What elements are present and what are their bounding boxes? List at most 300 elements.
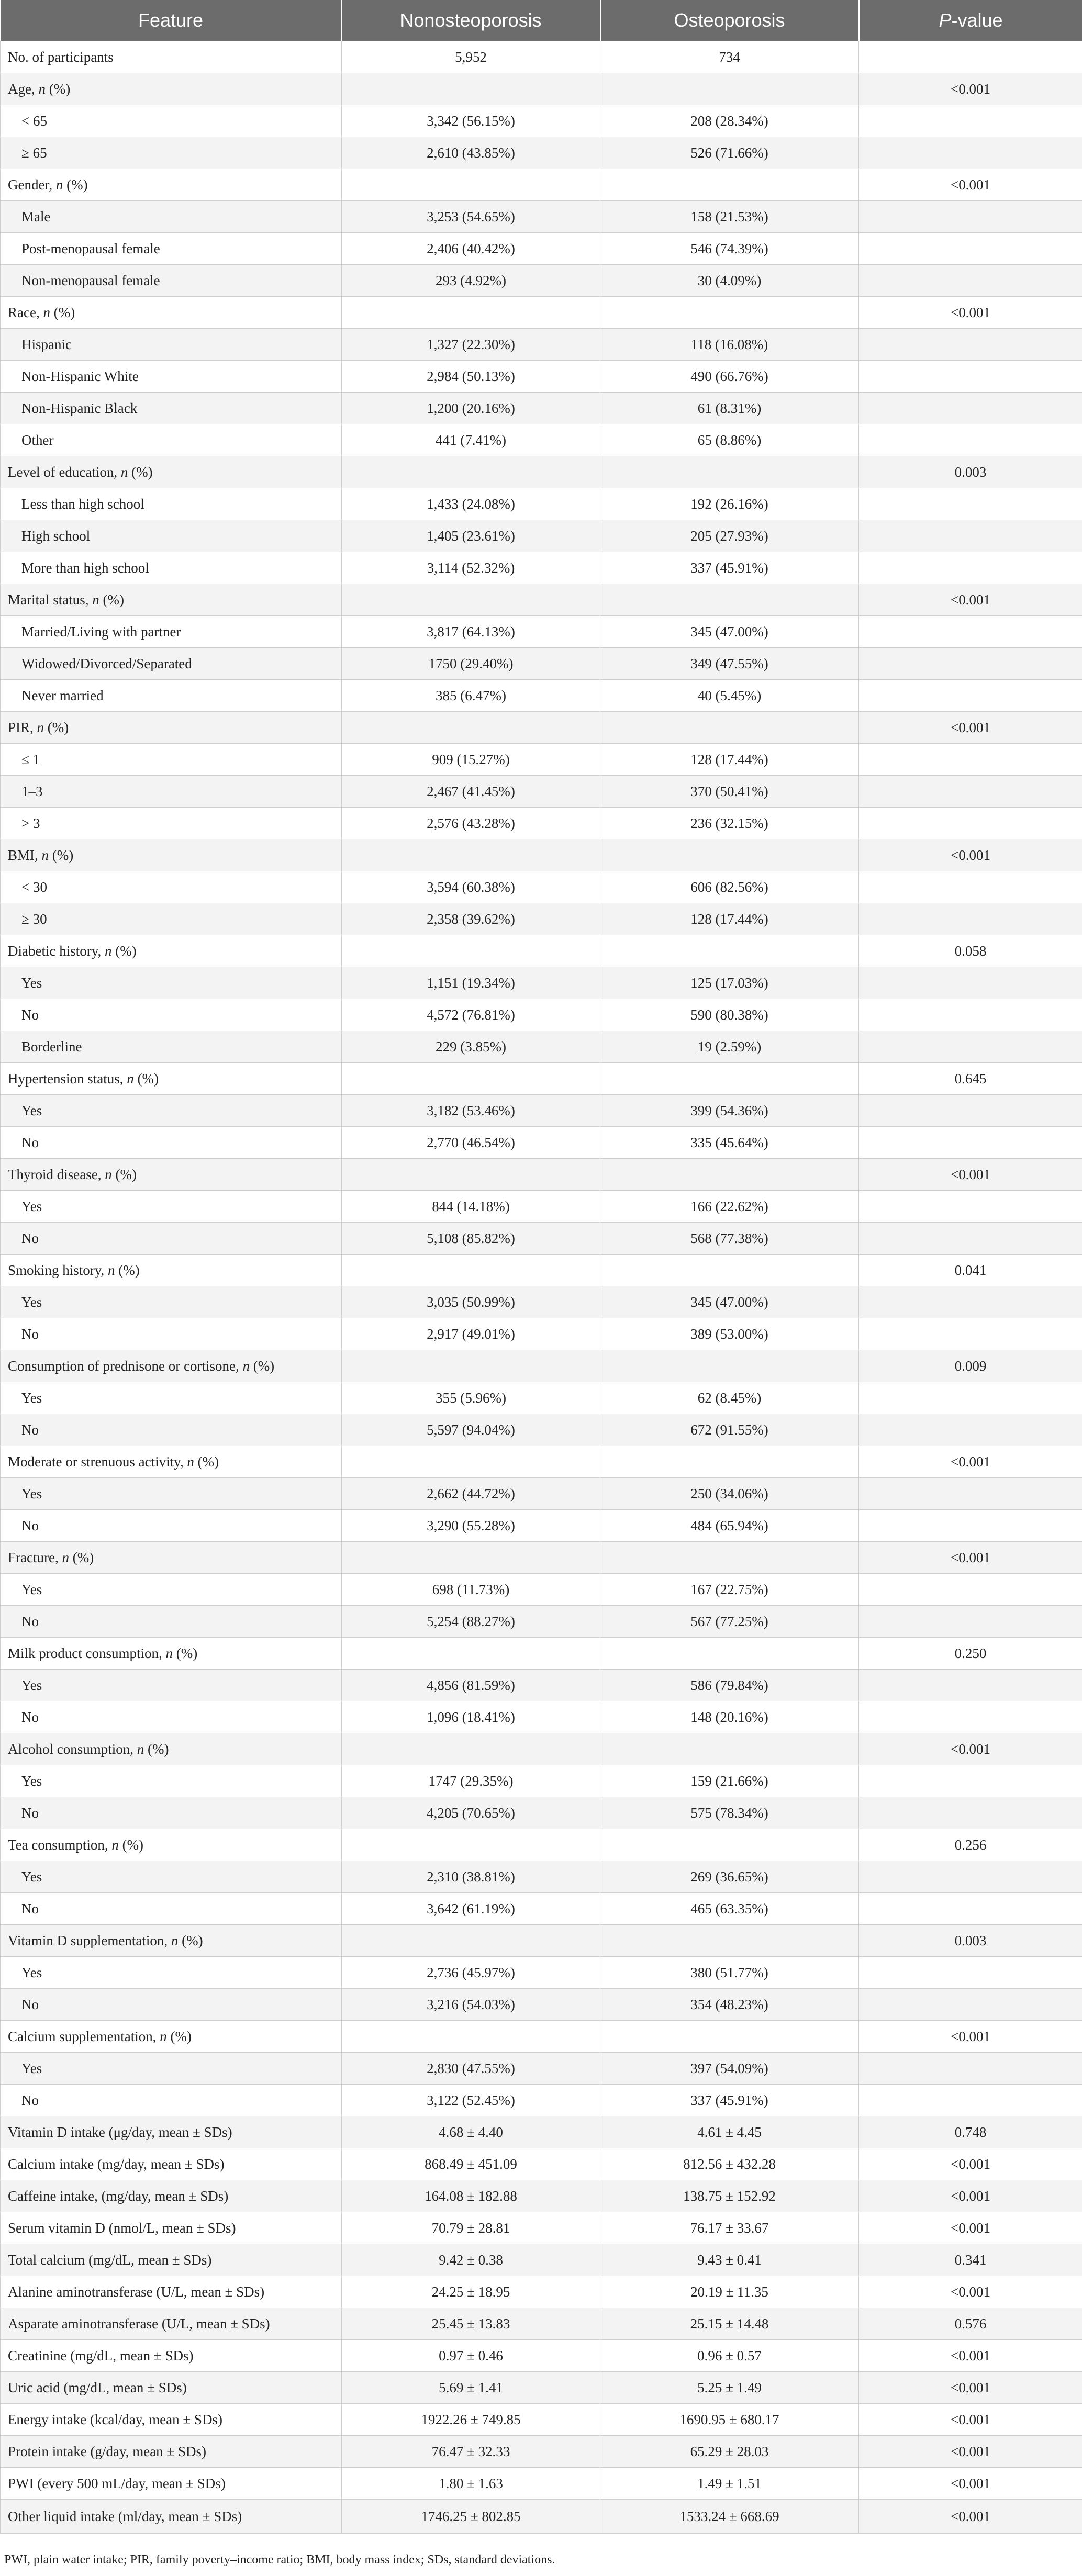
nonosteoporosis-cell (342, 1063, 600, 1095)
nonosteoporosis-cell: 2,736 (45.97%) (342, 1957, 600, 1989)
p-value-cell: <0.001 (859, 2276, 1082, 2308)
nonosteoporosis-cell (342, 1159, 600, 1191)
table-row (1, 2148, 1082, 2180)
feature-cell: Hypertension status, n (%) (1, 1063, 342, 1095)
nonosteoporosis-cell: 385 (6.47%) (342, 680, 600, 712)
osteoporosis-cell: 65 (8.86%) (600, 424, 859, 456)
table-row (1, 584, 1082, 616)
p-value-cell (859, 393, 1082, 424)
nonosteoporosis-cell: 4,572 (76.81%) (342, 999, 600, 1031)
table-row (1, 2340, 1082, 2372)
osteoporosis-cell: 9.43 ± 0.41 (600, 2244, 859, 2276)
osteoporosis-cell (600, 935, 859, 967)
table-row (1, 137, 1082, 169)
table-row (1, 1446, 1082, 1478)
nonosteoporosis-cell: 868.49 ± 451.09 (342, 2148, 600, 2180)
feature-cell: Yes (1, 1191, 342, 1223)
osteoporosis-cell (600, 1063, 859, 1095)
feature-cell: Protein intake (g/day, mean ± SDs) (1, 2436, 342, 2468)
p-value-cell: <0.001 (859, 2021, 1082, 2053)
table-row (1, 1925, 1082, 1957)
table-row (1, 2021, 1082, 2053)
feature-cell: No (1, 1893, 342, 1925)
osteoporosis-cell: 62 (8.45%) (600, 1382, 859, 1414)
p-value-cell (859, 1670, 1082, 1701)
feature-cell: Never married (1, 680, 342, 712)
table-row (1, 1414, 1082, 1446)
feature-cell: Hispanic (1, 329, 342, 361)
nonosteoporosis-cell: 2,406 (40.42%) (342, 233, 600, 265)
table-row (1, 1063, 1082, 1095)
osteoporosis-cell (600, 1638, 859, 1670)
p-value-cell (859, 2085, 1082, 2116)
osteoporosis-cell: 158 (21.53%) (600, 201, 859, 233)
feature-cell: PWI (every 500 mL/day, mean ± SDs) (1, 2468, 342, 2500)
nonosteoporosis-cell: 4,856 (81.59%) (342, 1670, 600, 1701)
table-row (1, 297, 1082, 329)
osteoporosis-cell: 586 (79.84%) (600, 1670, 859, 1701)
nonosteoporosis-cell: 1746.25 ± 802.85 (342, 2500, 600, 2534)
osteoporosis-cell: 128 (17.44%) (600, 744, 859, 776)
p-value-cell (859, 680, 1082, 712)
header-p-value: P-value (859, 0, 1082, 41)
feature-cell: < 30 (1, 871, 342, 903)
table-row (1, 2180, 1082, 2212)
table-row (1, 456, 1082, 488)
osteoporosis-cell (600, 456, 859, 488)
osteoporosis-cell: 354 (48.23%) (600, 1989, 859, 2021)
table-row (1, 1031, 1082, 1063)
osteoporosis-cell: 568 (77.38%) (600, 1223, 859, 1255)
p-value-cell (859, 871, 1082, 903)
feature-cell: Non-Hispanic Black (1, 393, 342, 424)
nonosteoporosis-cell: 3,342 (56.15%) (342, 105, 600, 137)
table-row (1, 1670, 1082, 1701)
osteoporosis-cell (600, 2021, 859, 2053)
table-row (1, 1542, 1082, 1574)
nonosteoporosis-cell: 2,770 (46.54%) (342, 1127, 600, 1159)
osteoporosis-cell: 40 (5.45%) (600, 680, 859, 712)
table-row (1, 1829, 1082, 1861)
nonosteoporosis-cell (342, 839, 600, 871)
table-row (1, 2116, 1082, 2148)
feature-cell: Calcium intake (mg/day, mean ± SDs) (1, 2148, 342, 2180)
osteoporosis-cell: 236 (32.15%) (600, 808, 859, 839)
osteoporosis-cell (600, 712, 859, 744)
table-row (1, 552, 1082, 584)
p-value-cell (859, 999, 1082, 1031)
nonosteoporosis-cell: 3,216 (54.03%) (342, 1989, 600, 2021)
feature-cell: No (1, 1989, 342, 2021)
table-row (1, 488, 1082, 520)
nonosteoporosis-cell: 355 (5.96%) (342, 1382, 600, 1414)
p-value-cell (859, 776, 1082, 808)
osteoporosis-cell: 734 (600, 41, 859, 73)
header-feature: Feature (1, 0, 342, 41)
table-row (1, 361, 1082, 393)
feature-cell: Less than high school (1, 488, 342, 520)
table-footnote: PWI, plain water intake; PIR, family poverty–income ratio; BMI, body mass index; SDs, standard deviations. (4, 2553, 555, 2567)
nonosteoporosis-cell: 1747 (29.35%) (342, 1765, 600, 1797)
nonosteoporosis-cell: 909 (15.27%) (342, 744, 600, 776)
p-value-cell (859, 1989, 1082, 2021)
nonosteoporosis-cell: 1,433 (24.08%) (342, 488, 600, 520)
table-row (1, 1191, 1082, 1223)
nonosteoporosis-cell: 4,205 (70.65%) (342, 1797, 600, 1829)
osteoporosis-cell: 490 (66.76%) (600, 361, 859, 393)
p-value-cell: 0.250 (859, 1638, 1082, 1670)
table-row (1, 680, 1082, 712)
osteoporosis-cell: 138.75 ± 152.92 (600, 2180, 859, 2212)
p-value-cell (859, 1031, 1082, 1063)
feature-cell: Age, n (%) (1, 73, 342, 105)
osteoporosis-cell: 128 (17.44%) (600, 903, 859, 935)
osteoporosis-cell: 125 (17.03%) (600, 967, 859, 999)
osteoporosis-cell: 20.19 ± 11.35 (600, 2276, 859, 2308)
table-row (1, 648, 1082, 680)
header-osteoporosis: Osteoporosis (600, 0, 859, 41)
nonosteoporosis-cell (342, 1829, 600, 1861)
osteoporosis-cell: 1.49 ± 1.51 (600, 2468, 859, 2500)
feature-cell: Energy intake (kcal/day, mean ± SDs) (1, 2404, 342, 2436)
p-value-cell: <0.001 (859, 1542, 1082, 1574)
feature-cell: Yes (1, 2053, 342, 2085)
nonosteoporosis-cell (342, 169, 600, 201)
table-header-row (1, 0, 1082, 41)
p-value-cell: <0.001 (859, 2148, 1082, 2180)
feature-cell: Yes (1, 1382, 342, 1414)
table-row (1, 2404, 1082, 2436)
osteoporosis-cell: 567 (77.25%) (600, 1606, 859, 1638)
p-value-cell (859, 1127, 1082, 1159)
feature-cell: Tea consumption, n (%) (1, 1829, 342, 1861)
nonosteoporosis-cell: 2,662 (44.72%) (342, 1478, 600, 1510)
p-value-cell (859, 361, 1082, 393)
feature-cell: ≥ 30 (1, 903, 342, 935)
osteoporosis-cell: 208 (28.34%) (600, 105, 859, 137)
table-row (1, 935, 1082, 967)
p-value-cell (859, 1893, 1082, 1925)
osteoporosis-cell (600, 1446, 859, 1478)
osteoporosis-cell: 526 (71.66%) (600, 137, 859, 169)
p-value-cell (859, 1191, 1082, 1223)
table-row (1, 1574, 1082, 1606)
feature-cell: No (1, 1510, 342, 1542)
feature-cell: Vitamin D intake (μg/day, mean ± SDs) (1, 2116, 342, 2148)
feature-cell: 1–3 (1, 776, 342, 808)
nonosteoporosis-cell: 2,358 (39.62%) (342, 903, 600, 935)
feature-cell: Marital status, n (%) (1, 584, 342, 616)
nonosteoporosis-cell: 2,310 (38.81%) (342, 1861, 600, 1893)
osteoporosis-cell: 337 (45.91%) (600, 552, 859, 584)
feature-cell: Yes (1, 967, 342, 999)
osteoporosis-cell (600, 1159, 859, 1191)
table-row (1, 2244, 1082, 2276)
p-value-cell: <0.001 (859, 2212, 1082, 2244)
p-value-cell (859, 1382, 1082, 1414)
p-value-cell: 0.041 (859, 1255, 1082, 1286)
nonosteoporosis-cell: 2,467 (41.45%) (342, 776, 600, 808)
nonosteoporosis-cell: 1,405 (23.61%) (342, 520, 600, 552)
p-value-cell (859, 488, 1082, 520)
feature-cell: Yes (1, 1478, 342, 1510)
nonosteoporosis-cell: 698 (11.73%) (342, 1574, 600, 1606)
feature-cell: Other liquid intake (ml/day, mean ± SDs) (1, 2500, 342, 2534)
p-value-cell: <0.001 (859, 2500, 1082, 2534)
nonosteoporosis-cell: 76.47 ± 32.33 (342, 2436, 600, 2468)
osteoporosis-cell: 606 (82.56%) (600, 871, 859, 903)
feature-cell: Yes (1, 1957, 342, 1989)
osteoporosis-cell (600, 1925, 859, 1957)
table-row (1, 73, 1082, 105)
nonosteoporosis-cell (342, 1446, 600, 1478)
table-row (1, 265, 1082, 297)
p-value-cell (859, 1095, 1082, 1127)
feature-cell: ≤ 1 (1, 744, 342, 776)
osteoporosis-cell: 30 (4.09%) (600, 265, 859, 297)
feature-cell: Yes (1, 1286, 342, 1318)
table-row (1, 1606, 1082, 1638)
osteoporosis-cell: 465 (63.35%) (600, 1893, 859, 1925)
feature-cell: Married/Living with partner (1, 616, 342, 648)
table-row (1, 41, 1082, 73)
table-row (1, 329, 1082, 361)
p-value-cell: 0.003 (859, 456, 1082, 488)
table-row (1, 1989, 1082, 2021)
osteoporosis-cell: 337 (45.91%) (600, 2085, 859, 2116)
table-row (1, 2468, 1082, 2500)
feature-cell: Total calcium (mg/dL, mean ± SDs) (1, 2244, 342, 2276)
p-value-cell (859, 616, 1082, 648)
table-row (1, 2436, 1082, 2468)
nonosteoporosis-cell: 441 (7.41%) (342, 424, 600, 456)
p-value-cell (859, 1606, 1082, 1638)
table-row (1, 424, 1082, 456)
nonosteoporosis-cell: 3,290 (55.28%) (342, 1510, 600, 1542)
feature-cell: ≥ 65 (1, 137, 342, 169)
nonosteoporosis-cell (342, 935, 600, 967)
nonosteoporosis-cell: 2,830 (47.55%) (342, 2053, 600, 2085)
table-row (1, 233, 1082, 265)
nonosteoporosis-cell (342, 1638, 600, 1670)
nonosteoporosis-cell: 3,122 (52.45%) (342, 2085, 600, 2116)
osteoporosis-cell: 575 (78.34%) (600, 1797, 859, 1829)
table-row (1, 2276, 1082, 2308)
table-row (1, 1286, 1082, 1318)
feature-cell: Moderate or strenuous activity, n (%) (1, 1446, 342, 1478)
table-row (1, 1893, 1082, 1925)
table-row (1, 616, 1082, 648)
table-row (1, 1797, 1082, 1829)
table-row (1, 1638, 1082, 1670)
osteoporosis-cell: 166 (22.62%) (600, 1191, 859, 1223)
p-value-cell (859, 520, 1082, 552)
nonosteoporosis-cell: 293 (4.92%) (342, 265, 600, 297)
feature-cell: Consumption of prednisone or cortisone, n (%) (1, 1350, 342, 1382)
feature-cell: Alanine aminotransferase (U/L, mean ± SDs) (1, 2276, 342, 2308)
table-row (1, 201, 1082, 233)
p-value-cell (859, 1797, 1082, 1829)
osteoporosis-cell (600, 169, 859, 201)
feature-cell: Non-menopausal female (1, 265, 342, 297)
nonosteoporosis-cell: 2,917 (49.01%) (342, 1318, 600, 1350)
osteoporosis-cell: 380 (51.77%) (600, 1957, 859, 1989)
osteoporosis-cell: 0.96 ± 0.57 (600, 2340, 859, 2372)
table-row (1, 776, 1082, 808)
nonosteoporosis-cell: 4.68 ± 4.40 (342, 2116, 600, 2148)
osteoporosis-cell: 205 (27.93%) (600, 520, 859, 552)
nonosteoporosis-cell: 3,642 (61.19%) (342, 1893, 600, 1925)
table-row (1, 712, 1082, 744)
table-body (1, 41, 1082, 2534)
nonosteoporosis-cell: 844 (14.18%) (342, 1191, 600, 1223)
p-value-cell: 0.645 (859, 1063, 1082, 1095)
feature-cell: Fracture, n (%) (1, 1542, 342, 1574)
osteoporosis-cell: 19 (2.59%) (600, 1031, 859, 1063)
p-value-cell: 0.256 (859, 1829, 1082, 1861)
p-value-cell (859, 1510, 1082, 1542)
p-value-cell (859, 1957, 1082, 1989)
nonosteoporosis-cell: 3,114 (52.32%) (342, 552, 600, 584)
osteoporosis-cell: 484 (65.94%) (600, 1510, 859, 1542)
table-row (1, 1861, 1082, 1893)
p-value-cell: <0.001 (859, 297, 1082, 329)
nonosteoporosis-cell: 2,610 (43.85%) (342, 137, 600, 169)
table-row (1, 1478, 1082, 1510)
feature-cell: Level of education, n (%) (1, 456, 342, 488)
osteoporosis-cell: 590 (80.38%) (600, 999, 859, 1031)
p-value-cell: <0.001 (859, 2404, 1082, 2436)
p-value-cell (859, 233, 1082, 265)
p-value-cell (859, 41, 1082, 73)
feature-cell: Non-Hispanic White (1, 361, 342, 393)
table-row (1, 967, 1082, 999)
feature-cell: Caffeine intake, (mg/day, mean ± SDs) (1, 2180, 342, 2212)
nonosteoporosis-cell (342, 712, 600, 744)
feature-cell: No (1, 1701, 342, 1733)
p-value-cell (859, 329, 1082, 361)
nonosteoporosis-cell: 229 (3.85%) (342, 1031, 600, 1063)
table-row (1, 1957, 1082, 1989)
feature-cell: No (1, 1223, 342, 1255)
osteoporosis-cell: 397 (54.09%) (600, 2053, 859, 2085)
table-row (1, 744, 1082, 776)
feature-cell: Other (1, 424, 342, 456)
nonosteoporosis-cell: 1.80 ± 1.63 (342, 2468, 600, 2500)
p-value-cell (859, 1574, 1082, 1606)
table-row (1, 839, 1082, 871)
nonosteoporosis-cell: 3,594 (60.38%) (342, 871, 600, 903)
nonosteoporosis-cell (342, 73, 600, 105)
feature-cell: BMI, n (%) (1, 839, 342, 871)
p-value-cell (859, 265, 1082, 297)
table-row (1, 393, 1082, 424)
feature-cell: Borderline (1, 1031, 342, 1063)
p-value-cell (859, 424, 1082, 456)
osteoporosis-cell: 1690.95 ± 680.17 (600, 2404, 859, 2436)
p-value-cell: 0.748 (859, 2116, 1082, 2148)
feature-cell: Yes (1, 1861, 342, 1893)
feature-cell: Race, n (%) (1, 297, 342, 329)
p-value-cell (859, 1318, 1082, 1350)
osteoporosis-cell (600, 1542, 859, 1574)
table-row (1, 1095, 1082, 1127)
p-value-cell (859, 105, 1082, 137)
feature-cell: Yes (1, 1670, 342, 1701)
osteoporosis-cell: 159 (21.66%) (600, 1765, 859, 1797)
p-value-cell: <0.001 (859, 2436, 1082, 2468)
feature-cell: Yes (1, 1765, 342, 1797)
p-value-cell: <0.001 (859, 2340, 1082, 2372)
feature-cell: Smoking history, n (%) (1, 1255, 342, 1286)
feature-cell: < 65 (1, 105, 342, 137)
nonosteoporosis-cell (342, 1925, 600, 1957)
osteoporosis-cell: 812.56 ± 432.28 (600, 2148, 859, 2180)
table-row (1, 2053, 1082, 2085)
osteoporosis-cell: 345 (47.00%) (600, 616, 859, 648)
table-row (1, 1510, 1082, 1542)
feature-cell: > 3 (1, 808, 342, 839)
nonosteoporosis-cell: 3,817 (64.13%) (342, 616, 600, 648)
osteoporosis-cell: 370 (50.41%) (600, 776, 859, 808)
feature-cell: Vitamin D supplementation, n (%) (1, 1925, 342, 1957)
nonosteoporosis-cell (342, 456, 600, 488)
p-value-cell: <0.001 (859, 712, 1082, 744)
nonosteoporosis-cell (342, 1542, 600, 1574)
table-row (1, 2212, 1082, 2244)
p-value-cell: <0.001 (859, 1446, 1082, 1478)
nonosteoporosis-cell: 1,200 (20.16%) (342, 393, 600, 424)
nonosteoporosis-cell (342, 584, 600, 616)
osteoporosis-cell: 1533.24 ± 668.69 (600, 2500, 859, 2534)
osteoporosis-cell: 167 (22.75%) (600, 1574, 859, 1606)
nonosteoporosis-cell (342, 1255, 600, 1286)
p-value-cell: 0.009 (859, 1350, 1082, 1382)
table-row (1, 1159, 1082, 1191)
p-value-cell: <0.001 (859, 839, 1082, 871)
feature-cell: Thyroid disease, n (%) (1, 1159, 342, 1191)
osteoporosis-cell: 61 (8.31%) (600, 393, 859, 424)
table-row (1, 1701, 1082, 1733)
nonosteoporosis-cell: 164.08 ± 182.88 (342, 2180, 600, 2212)
feature-cell: No (1, 1318, 342, 1350)
nonosteoporosis-cell: 1922.26 ± 749.85 (342, 2404, 600, 2436)
feature-cell: No (1, 2085, 342, 2116)
nonosteoporosis-cell: 1,151 (19.34%) (342, 967, 600, 999)
osteoporosis-cell: 4.61 ± 4.45 (600, 2116, 859, 2148)
p-value-cell: <0.001 (859, 169, 1082, 201)
p-value-cell (859, 1765, 1082, 1797)
p-value-cell (859, 808, 1082, 839)
nonosteoporosis-cell: 5,254 (88.27%) (342, 1606, 600, 1638)
p-value-cell (859, 552, 1082, 584)
osteoporosis-cell: 269 (36.65%) (600, 1861, 859, 1893)
nonosteoporosis-cell: 70.79 ± 28.81 (342, 2212, 600, 2244)
p-value-cell: <0.001 (859, 2468, 1082, 2500)
nonosteoporosis-cell (342, 2021, 600, 2053)
osteoporosis-cell: 389 (53.00%) (600, 1318, 859, 1350)
table-row (1, 1350, 1082, 1382)
nonosteoporosis-cell: 1,327 (22.30%) (342, 329, 600, 361)
table-row (1, 1255, 1082, 1286)
feature-cell: No (1, 1127, 342, 1159)
p-value-cell (859, 903, 1082, 935)
feature-cell: Milk product consumption, n (%) (1, 1638, 342, 1670)
table-row (1, 1733, 1082, 1765)
table-row (1, 169, 1082, 201)
osteoporosis-cell: 25.15 ± 14.48 (600, 2308, 859, 2340)
p-value-cell (859, 1861, 1082, 1893)
